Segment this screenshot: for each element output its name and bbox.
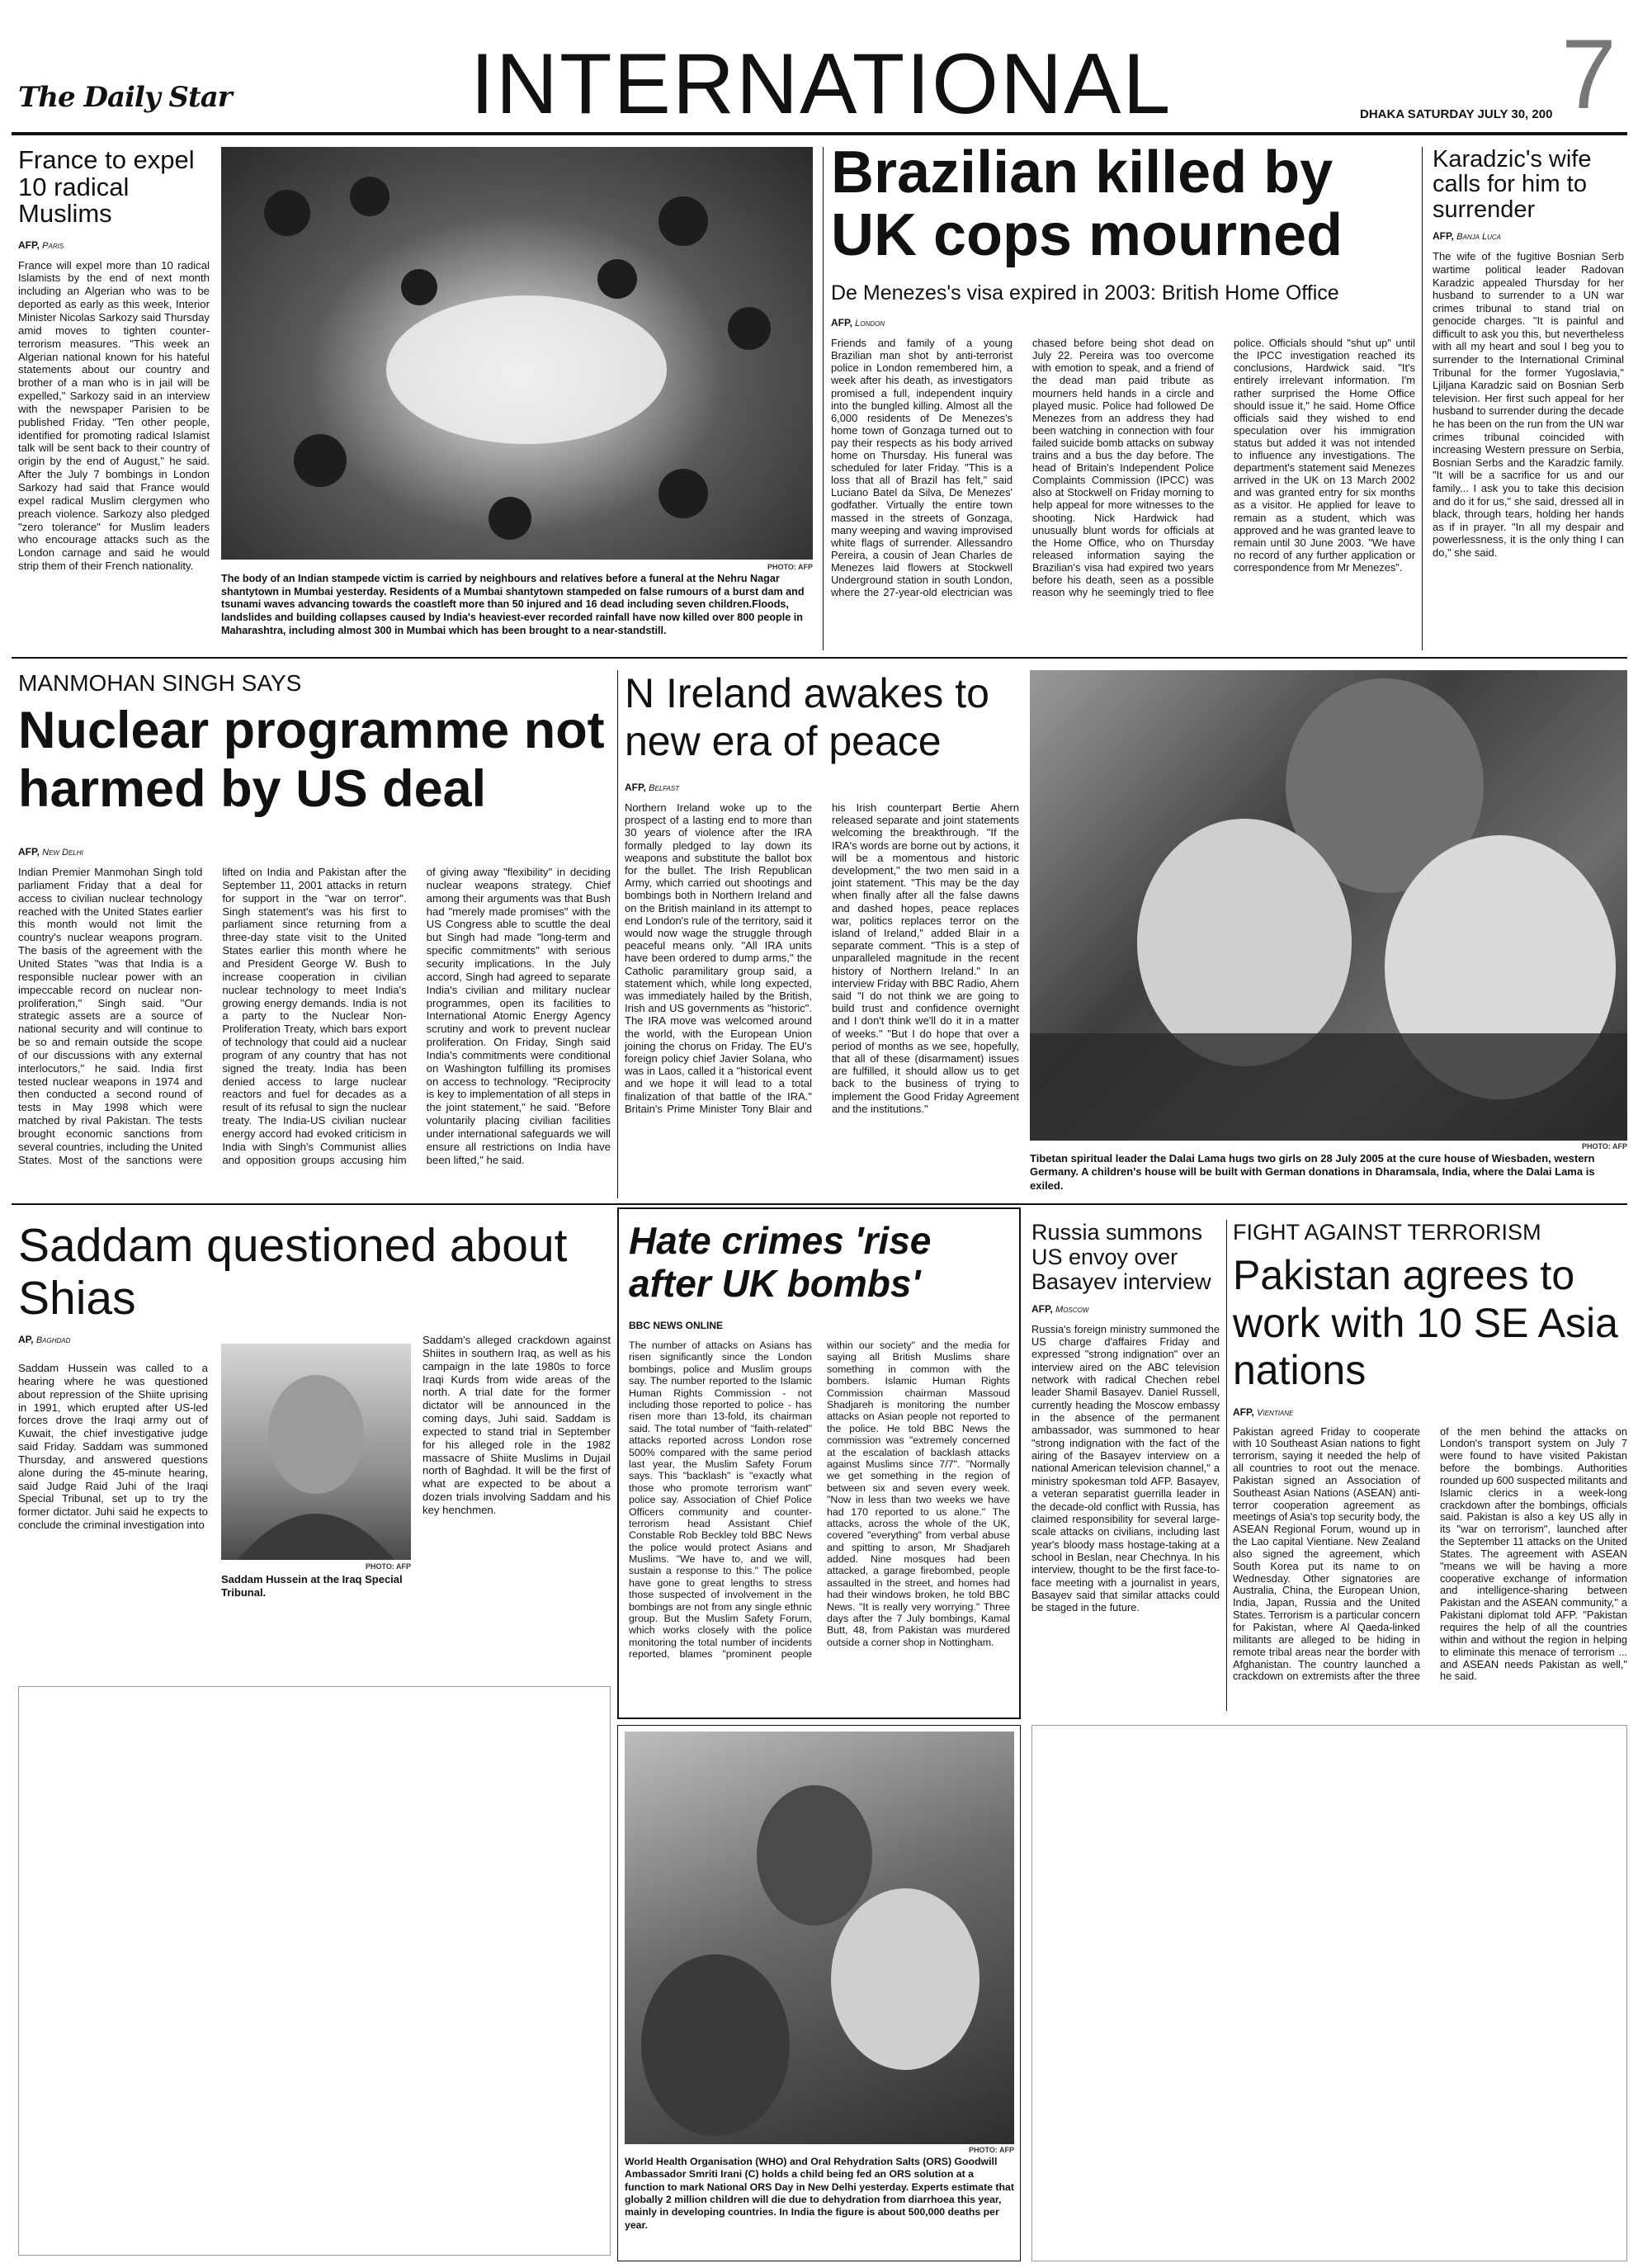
section-title: INTERNATIONAL [470,36,1173,132]
pakistan-byline: AFP, Vientiane [1233,1406,1294,1418]
france-article [18,147,210,573]
nuclear-kicker: MANMOHAN SINGH SAYS [18,670,302,696]
pakistan-body: Pakistan agreed Friday to cooperate with 10 Southeast Asian nations to fight terrorism, saying it needed the help of all countries to root out the menace. Pakistan signed an Association of Southeast Asian Nations (ASEAN) anti-terror cooperation agreement as meetings of Asia's top security body, the ASEAN Regional Forum, wound up in the Lao capital Vientiane. New Zealand also signed the agreement, which South Korea put its name to on Wednesday. Other signatories are Australia, China, the European Union, India, Japan, Russia and the United States. Terrorism is a particular concern for Pakistan, where Al Qaeda-linked militants are alleged to be hiding in remote tribal areas near the border with Afghanistan. The country launched a crackdown on extremists after the three of the men behind the attacks on London's transport system on July 7 were found to have visited Pakistan before the bombings. Authorities rounded up 600 suspected militants and Islamic clerics in a week-long crackdown after the bombings, officials said. Pakistan is also a key US ally in its "war on terrorism", launched after the September 11 attacks on the United States. The agreement with ASEAN "means we will be having a more cooperative exchange of information and intelligence-sharing between Pakistan and the ASEAN community," a Pakistani diplomat told AFP. "Pakistan requires the help of all the countries within and without the region in helping to eliminate this menace of terrorism ... and ASEAN needs Pakistan as well," he said. [1233,1425,1627,1683]
funeral-crowd-illustration [221,147,813,560]
dateline: DHAKA SATURDAY JULY 30, 200 [1360,107,1553,121]
karadzic-byline: AFP, Banja Luca [1433,230,1501,243]
brazilian-subhead: De Menezes's visa expired in 2003: British Home Office [831,281,1339,305]
hate-body: The number of attacks on Asians has risen significantly since the London bombings, police and Muslim groups say. The number reported to the Islamic Human Rights Commission - not including those reported to police - has risen more than 13-fold, its chairman said. The total number of "faith-related" attacks reported across London rose 500% compared with the same period last year, the Muslim Safety Forum says. This "backlash" is "exactly what those who promote terrorism want" police say. Association of Chief Police Officers community and counter-terrorism head Assistant Chief Constable Rob Beckley told BBC News the police would protect Asians and Muslims. "We have to, and we will, sustain a response to this." The police have gone to great lengths to stress those suspected of involvement in the bombings are not from any single ethnic group. But the Muslim Safety Forum, which works closely with the police monitoring the total number of incidents reported, blames "prominent people within our society" and the media for saying all British Muslims share something in common with the bombers. Islamic Human Rights Commission chairman Massoud Shadjareh is monitoring the number attacks on Asian people not reported to the police. He told BBC News the commission was "extremely concerned at the escalation of backlash attacks against Muslims since 7/7". "Normally we get something in the region of between six and seven every week. "Now in less than two weeks we have had 170 reported to us alone." The attacks, across the whole of the UK, covered "everything" from verbal abuse and spitting to arson, Mr Shadjareh added. Nine mosques had been attacked, a garage firebombed, people assaulted in the street, and homes had had their windows broken, he told BBC News. "It is really very worrying." Three days after the 7 July bombings, Kamal Butt, 48, from Pakistan was murdered outside a corner shop in Nottingham. [629,1340,1010,1661]
section-divider [12,657,1627,659]
section-divider [12,1203,1627,1205]
column-rule [1422,147,1423,650]
pakistan-kicker: FIGHT AGAINST TERRORISM [1233,1220,1541,1245]
mumbai-photo [221,147,813,560]
nireland-byline: AFP, Belfast [625,782,680,793]
russia-headline: Russia summons US envoy over Basayev interview [1031,1220,1211,1295]
hate-headline: Hate crimes 'rise after UK bombs' [629,1219,932,1305]
nuclear-headline: Nuclear programme not harmed by US deal [18,702,605,818]
pakistan-headline: Pakistan agrees to work with 10 SE Asia nations [1233,1252,1618,1393]
saddam-photo [221,1344,411,1560]
saddam-photo-credit: PHOTO: AFP [365,1562,411,1571]
dalai-photo-credit: PHOTO: AFP [1581,1142,1627,1151]
saddam-portrait [221,1344,411,1560]
dalai-photo-caption: Tibetan spiritual leader the Dalai Lama hugs two girls on 28 July 2005 at the cure house of Wiesbaden, western Germany. A children's house will be built with German donations in Dharamsala, India, where the Dalai Lama is exiled. [1030,1152,1595,1192]
brazilian-body: Friends and family of a young Brazilian man shot by anti-terrorist police in London remembered him, a week after his death, as investigators promised a full, independent inquiry into the bungled killing. Almost all the 6,000 residents of De Menezes's home town of Gonzaga turned out to pay their respects as his body arrived home on Thursday. His funeral was scheduled for later Friday. "This is a loss that all of Brazil has felt," said Luciano Batel da Silva, De Menezes' godfather. Virtually the entire town massed in the streets of Gonzaga, many weeping and waving improvised white flags of surrender. Allessandro Pereira, a cousin of Jean Charles de Menezes laid flowers at Stockwell Underground station in south London, where the 27-year-old electrician was chased before being shot dead on July 22. Pereira was too overcome with emotion to speak, and a friend of the dead man paid tribute as mourners held hands in a circle and played music. Police had followed De Menezes from an address they had been watching in connection with four failed suicide bomb attacks on subway trains and a bus the day before. The head of Britain's Independent Police Complaints Commission (IPCC) was also at Stockwell on Friday morning to help appeal for more witnesses to the shooting. Nick Hardwick had unusually blunt words for officials at the Home Office, who on Thursday released information saying the Brazilian's visa had expired two years before his death, seen as a possible reason why he seemingly tried to flee police. Officials should "shut up" until the IPCC investigation reached its conclusions, Hardwick said. "It's entirely irrelevant information. I'm rather surprised the Home Office should issue it," he said. Home Office officials said they wished to end speculation over his immigration status but added it was not intended to influence any investigations. The department's statement said Menezes arrived in the UK on 13 March 2002 and was granted entry for six months as a visitor. He applied for leave to remain as a student, which was approved and he was granted leave to remain until 30 June 2003. "We have no record of any further application or correspondence from Mr Menezes". [831,337,1415,599]
karadzic-body: The wife of the fugitive Bosnian Serb wartime political leader Radovan Karadzic appealed Thursday for her husband to surrender to a UN war crimes tribunal to stand trial on genocide charges. "It is painful and difficult to ask you this, but nevertheless with all my heart and soul I beg you to surrender to the International Criminal Tribunal for the former Yugoslavia," Ljiljana Karadzic said on Bosnian Serb television. Her first such appeal for her husband to surrender during the decade he has been on the run from the UN war crimes tribunal coincided with increasing Western pressure on Serbia, Bosnian Serbs and the Karadzic family. "It will be a sacrifice for us and our family... I ask you to take this decision and do it for us," she said, dressed all in black, through tears, holding her hands as if in prayer. "In all my despair and powerlessness, it is the only thing I can do," she said. [1433,250,1624,559]
ors-photo-caption: World Health Organisation (WHO) and Oral Rehydration Salts (ORS) Goodwill Ambassador Smriti Irani (C) holds a child being fed an ORS solution at a function to mark National ORS Day in New Delhi yesterday. Experts estimate that globally 2 million children will die due to dehydration from diarrhoea this year, mainly in developing countries. In India the figure is about 500,000 deaths per year. [625,2156,1014,2231]
russia-article [1031,1220,1220,1614]
saddam-photo-caption: Saddam Hussein at the Iraq Special Tribunal. [221,1573,403,1599]
france-headline: France to expel 10 radical Muslims [18,145,195,229]
brazilian-article [831,139,1415,672]
column-rule [1226,1220,1227,1711]
karadzic-headline: Karadzic's wife calls for him to surrender [1433,146,1592,223]
ors-illustration [625,1732,1014,2144]
blank-ad-space [1031,1725,1627,2261]
mumbai-photo-credit: PHOTO: AFP [767,563,813,571]
ors-photo-credit: PHOTO: AFP [968,2146,1014,2154]
france-body: France will expel more than 10 radical Islamists by the end of next month including an Algerian who was to be deported as early as this week, Interior Minister Nicolas Sarkozy said Thursday amid moves to tighten counter-terrorism measures. "This week an Algerian national known for his hateful statements about our country and brother of a man who is in jail will be expelled," Sarkozy said in an interview with the newspaper Parisien to be published Friday. "Ten other people, identified for promoting radical Islamist talk will be sent back to their country of origin by the end of August," he said. After the July 7 bombings in London Sarkozy had said that France would expel radical Muslim clergymen who preach violence. Sarkozy also pledged "zero tolerance" for Muslim leaders who encourage attacks such as the London carnage and said he would strip them of their French nationality. [18,258,210,573]
saddam-body-col2: Saddam's alleged crackdown against Shiites in southern Iraq, as well as his campaign in the late 1980s to force Iraqi Kurds from wide areas of the north. A trial date for the former dictator will be announced in the coming days, Juhi said. Saddam is expected to stand trial in September for his alleged role in the 1982 massacre of Shiite Muslims in Dujail north of Baghdad. It will be the first of what are expected to be about a dozen trials involving Saddam and his key henchmen. [422,1334,611,1516]
ors-photo [625,1732,1014,2144]
page-number: 7 [1561,19,1617,130]
saddam-headline: Saddam questioned about Shias [18,1219,568,1325]
column-rule [823,147,824,650]
nireland-article [625,670,1019,1196]
nuclear-body: Indian Premier Manmohan Singh told parliament Friday that a deal for access to civilian nuclear technology reached with the United States earlier this month would not limit the country's nuclear weapons program. The basis of the agreement with the United States "was that India is a responsible nuclear power with an impeccable record on nuclear non-proliferation," Singh said. "Our strategic assets are a source of national security and will continue to be so and remain outside the scope of our discussions with any external interlocutors," he said. India first tested nuclear weapons in 1974 and then conducted a second round of tests in May 1998 which were matched by rival Pakistan. The tests brought economic sanctions from several countries, including the United States. Most of the sanctions were lifted on India and Pakistan after the September 11, 2001 attacks in return for support in the "war on terror". Singh statement's was his first to parliament since returning from a three-day state visit to the United States earlier this month where he and President George W. Bush to increase cooperation in civilian nuclear technology to meet India's growing energy demands. India is not a party to the Nuclear Non-Proliferation Treaty, which bars export of technology that could aid a nuclear program of any country that has not signed the treaty. India has been denied access to large nuclear reactors and fuel for decades as a result of its refusal to sign the nuclear treaty. The India-US civilian nuclear energy accord had evoked criticism in India with Singh's Communist allies and opposition groups accusing him of giving away "flexibility" in deciding nuclear weapons strategy. Chief among their arguments was that Bush had "merely made promises" with the US Congress able to scuttle the deal but Singh had made "long-term and specific commitments" with serious security implications. In the July accord, Singh had agreed to separate India's civilian and military nuclear programmes, open its facilities to International Atomic Energy Agency scrutiny and work to prevent nuclear proliferation. On Friday, Singh said India's commitments were conditional on Washington fulfilling its promises on access to technology. "Reciprocity is key to implementation of all steps in the joint statement," he said. "Before voluntarily placing civilian facilities under international safeguards we will ensure all restrictions on India have been lifted," he said. [18,866,611,1166]
nireland-headline: N Ireland awakes to new era of peace [625,670,989,764]
karadzic-article [1433,147,1624,560]
mumbai-photo-caption: The body of an Indian stampede victim is carried by neighbours and relatives before a funeral at the Nehru Nagar shantytown in Mumbai yesterday. Residents of a Mumbai shantytown stampeded on false rumours of a burst dam and tsunami waves advancing towards the coastleft more than 50 injured and 16 dead including seven children.Floods, landslides and building collapses caused by India's heaviest-ever recorded rainfall have now killed over 800 people in Maharashtra, including almost 300 in Mumbai which has been brought to a near-standstill. [221,573,805,636]
nuclear-article [18,670,611,1212]
dalai-lama-photo [1030,670,1627,1141]
nuclear-byline: AFP, New Delhi [18,846,83,858]
pakistan-article [1233,1220,1627,1715]
blank-ad-space [18,1686,611,2256]
france-byline: AFP, Paris [18,239,64,251]
brazilian-byline: AFP, London [831,317,885,329]
brazilian-headline: Brazilian killed by UK cops mourned [831,139,1343,268]
russia-body: Russia's foreign ministry summoned the US charge d'affaires Friday and expressed "strong indignation" over an interview aired on the ABC television network with radical Chechen rebel leader Shamil Basayev. Daniel Russell, currently heading the Moscow embassy in the absence of the permanent ambassador, was summoned to hear "strong indignation with the fact of the airing of the Basayev interview on a national American television channel," a ministry spokesman told AFP. Basayev, a veteran separatist guerrilla leader in the decade-old conflict with Russia, has claimed responsibility for several large-scale attacks on civilians, including last year's bloody mass hostage-taking at a school in Beslan, near Chechnya. In his interview, thought to be the first face-to-face meeting with a journalist in years, Basayev said that similar attacks could be staged in the future. [1031,1322,1220,1614]
saddam-byline: AP, Baghdad [18,1333,71,1345]
masthead-rule [12,132,1627,135]
hate-article [629,1220,1010,1711]
dalai-lama-illustration [1030,670,1627,1141]
nireland-body: Northern Ireland woke up to the prospect of a lasting end to more than 30 years of violence after the IRA formally pledged to lay down its weapons and substitute the ballot box for the bullet. The Irish Republican Army, which carried out shootings and bombings both in Northern Ireland and on the British mainland in its attempt to end London's rule of the territory, said it would now wage the struggle through peaceful means only. "All IRA units have been ordered to dump arms," the Catholic paramilitary group said, a statement which, while long expected, was immediately hailed by the British, Irish and US governments as "historic". The IRA move was welcomed around the world, with the European Union joining the chorus on Friday. The EU's foreign policy chief Javier Solana, who was in Laos, called it a "historical event and we hope it will lead to a total finalization of that battle of the IRA." Britain's Prime Minister Tony Blair and his Irish counterpart Bertie Ahern released separate and joint statements welcoming the breakthrough. "If the IRA's words are borne out by actions, it will be a momentous and historic development," the two men said in a joint statement. "This may be the day when finally after all the false dawns and dashed hopes, peace replaces war, politics replaces terror on the island of Ireland," added Blair in a separate comment. "This is a step of unparalleled magnitude in the recent history of Northern Ireland." In an interview Friday with BBC Radio, Ahern said "I do not think we are going to build trust and confidence overnight and I don't think we'll do it in a matter of weeks." "But I do hope that over a period of months as we see, hopefully, that all of these (disarmament) issues are fulfilled, it should allow us to get back to the business of trying to implement the Good Friday Agreement and the institutions." [625,801,1019,1115]
newspaper-logo: The Daily Star [18,81,232,114]
russia-byline: AFP, Moscow [1031,1302,1089,1315]
hate-byline: BBC NEWS ONLINE [629,1320,723,1332]
column-rule [617,670,618,1198]
saddam-body-col1: Saddam Hussein was called to a hearing where he was questioned about repression of the Shiite uprising in 1991, which erupted after US-led forces drove the Iraqi army out of Kuwait, the chief investigative judge said Friday. Saddam was summoned Thursday, and answered questions alone during the 45-minute hearing, said Judge Raid Juhi of the Iraqi Special Tribunal, set up to try the former dictator. Juhi said he expects to conclude the criminal investigation into [18,1362,208,1532]
